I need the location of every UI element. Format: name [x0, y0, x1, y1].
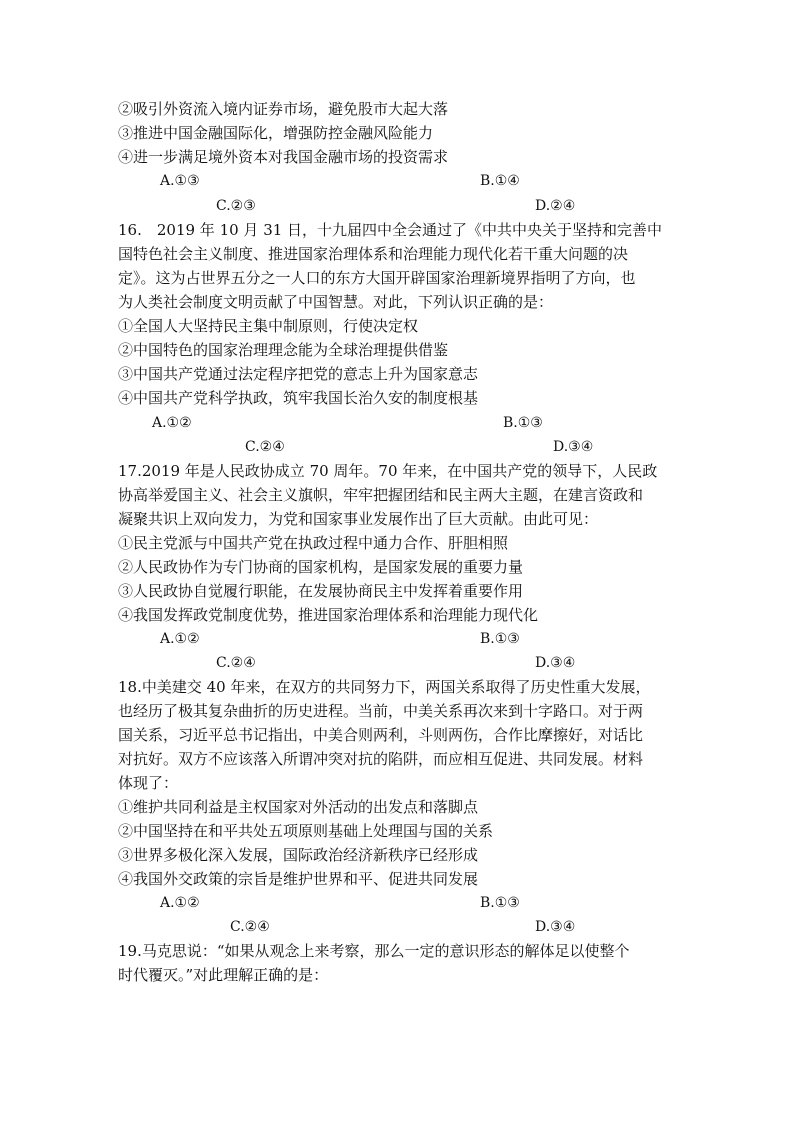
- q16-stem-line: 定》。这为占世界五分之一人口的东方大国开辟国家治理新境界指明了方向，也: [118, 269, 636, 287]
- q15-option-3: ③推进中国金融国际化，增强防控金融风险能力: [118, 124, 434, 142]
- q18-choice-d: D.③④: [535, 919, 576, 935]
- q16-option-3: ③中国共产党通过法定程序把党的意志上升为国家意志: [118, 365, 479, 383]
- q16-stem-line: 国特色社会主义制度、推进国家治理体系和治理能力现代化若干重大问题的决: [118, 245, 629, 263]
- q16-choice-c: C.②④: [245, 439, 285, 455]
- q16-choice-a: A.①②: [152, 415, 192, 431]
- q15-choice-c: C.②③: [216, 198, 256, 214]
- q18-option-4: ④我国外交政策的宗旨是维护世界和平、促进共同发展: [118, 870, 479, 888]
- q17-stem-line: 17.2019 年是人民政协成立 70 周年。70 年来，在中国共产党的领导下，人民政: [118, 462, 658, 480]
- q16-choice-b: B.①③: [503, 415, 543, 431]
- q15-choice-a: A.①③: [160, 173, 200, 189]
- q18-choice-c: C.②④: [230, 919, 270, 935]
- q17-option-3: ③人民政协自觉履行职能，在发展协商民主中发挥着重要作用: [118, 582, 524, 600]
- q18-option-2: ②中国坚持在和平共处五项原则基础上处理国与国的关系: [118, 822, 494, 840]
- q17-option-4: ④我国发挥政党制度优势，推进国家治理体系和治理能力现代化: [118, 606, 539, 624]
- q15-option-4: ④进一步满足境外资本对我国金融市场的投资需求: [118, 148, 449, 166]
- q16-option-1: ①全国人大坚持民主集中制原则，行使决定权: [118, 317, 419, 335]
- q15-option-2: ②吸引外资流入境内证券市场，避免股市大起大落: [118, 100, 449, 118]
- q18-choice-b: B.①③: [480, 895, 520, 911]
- q16-stem-line: 16. 2019 年 10 月 31 日，十九届四中全会通过了《中共中央关于坚持和完善中: [118, 221, 663, 239]
- q17-option-2: ②人民政协作为专门协商的国家机构，是国家发展的重要力量: [118, 558, 524, 576]
- q17-stem-line: 协高举爱国主义、社会主义旗帜，牢牢把握团结和民主两大主题，在建言资政和: [118, 486, 644, 504]
- q19-stem-line: 19.马克思说：“如果从观念上来考察，那么一定的意识形态的解体足以使整个: [118, 942, 630, 960]
- q17-stem-line: 凝聚共识上双向发力，为党和国家事业发展作出了巨大贡献。由此可见：: [118, 510, 599, 528]
- q17-choice-c: C.②④: [216, 655, 256, 671]
- q18-stem-line: 也经历了极其复杂曲折的历史进程。当前，中美关系再次来到十字路口。对于两: [118, 702, 644, 720]
- q18-stem-line: 体现了：: [118, 774, 179, 792]
- q16-option-4: ④中国共产党科学执政，筑牢我国长治久安的制度根基: [118, 389, 479, 407]
- q18-stem-line: 国关系，习近平总书记指出，中美合则两利，斗则两伤，合作比摩擦好，对话比: [118, 726, 644, 744]
- q18-stem-line: 18.中美建交 40 年来，在双方的共同努力下，两国关系取得了历史性重大发展，: [118, 678, 651, 696]
- q16-stem-line: 为人类社会制度文明贡献了中国智慧。对此，下列认识正确的是：: [118, 293, 554, 311]
- q16-choice-d: D.③④: [553, 439, 594, 455]
- q17-option-1: ①民主党派与中国共产党在执政过程中通力合作、肝胆相照: [118, 534, 509, 552]
- q18-option-1: ①维护共同利益是主权国家对外活动的出发点和落脚点: [118, 798, 479, 816]
- q17-choice-b: B.①③: [480, 631, 520, 647]
- q18-option-3: ③世界多极化深入发展，国际政治经济新秩序已经形成: [118, 846, 479, 864]
- q15-choice-d: D.②④: [535, 198, 576, 214]
- q16-option-2: ②中国特色的国家治理理念能为全球治理提供借鉴: [118, 341, 449, 359]
- q15-choice-b: B.①④: [480, 173, 520, 189]
- q18-stem-line: 对抗好。双方不应该落入所谓冲突对抗的陷阱，而应相互促进、共同发展。材料: [118, 750, 644, 768]
- q18-choice-a: A.①②: [160, 895, 200, 911]
- q19-stem-line: 时代覆灭。”对此理解正确的是：: [118, 966, 329, 984]
- q17-choice-a: A.①②: [160, 631, 200, 647]
- q17-choice-d: D.③④: [535, 655, 576, 671]
